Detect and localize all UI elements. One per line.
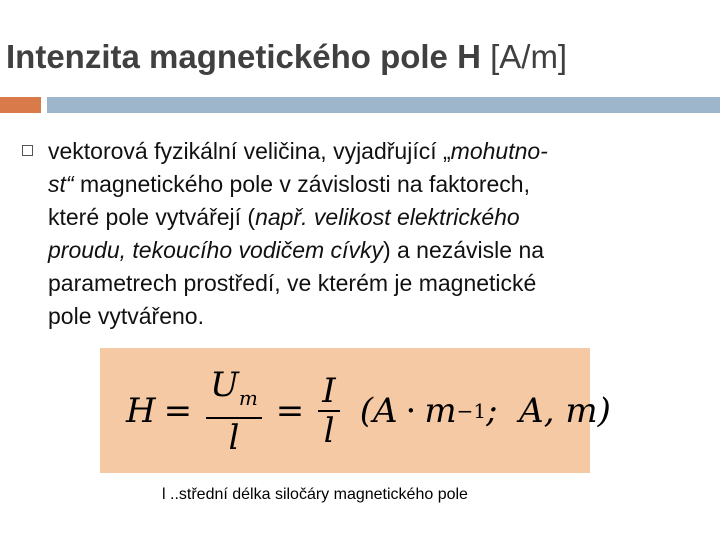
unit-m: m (424, 391, 457, 431)
text-line (48, 201, 688, 234)
text-span: ) a nezávisle na (382, 237, 545, 263)
unit-close: ; A, m) (486, 391, 611, 431)
text-line: pole vytvářeno. (48, 303, 204, 329)
slide-title (6, 38, 567, 76)
bullet-square-icon (22, 145, 33, 156)
text-span-italic: st“ (48, 171, 74, 197)
text-span: magnetického pole v závislosti na faktorech, (73, 171, 530, 197)
text-line (48, 135, 688, 168)
text-line (48, 168, 688, 201)
formula-equals: = (275, 391, 305, 431)
text-span-italic: např. velikost elektrického (255, 204, 520, 230)
text-span-italic: proudu, tekoucího vodičem cívky (48, 237, 383, 263)
divider-bar (47, 97, 720, 113)
bullet-text (48, 135, 688, 333)
unit-open: (A (359, 391, 398, 431)
text-span: které pole vytvářejí ( (48, 204, 256, 230)
fraction-numerator: I (318, 372, 339, 412)
formula-lhs: H (126, 391, 156, 431)
formula-equals: = (163, 391, 193, 431)
title-text: Intenzita magnetického pole H (6, 38, 481, 75)
accent-bar (0, 97, 41, 113)
fraction-denominator: l (323, 411, 335, 451)
subscript-m: m (238, 385, 258, 410)
fraction-i-over-l (318, 372, 339, 450)
title-unit: [A/m] (490, 38, 568, 75)
multiply-dot: · (405, 391, 417, 431)
text-line: parametrech prostředí, ve kterém je magnetické (48, 270, 537, 296)
formula (126, 366, 611, 456)
formula-caption: l ..střední délka siločáry magnetického pole (162, 486, 468, 503)
text-span-italic: mohutno- (450, 138, 548, 164)
fraction-um-over-l (206, 366, 262, 457)
text-line (48, 234, 688, 267)
text-span: vektorová fyzikální veličina, vyjadřující „ (48, 138, 451, 164)
fraction-numerator (206, 366, 262, 419)
unit-exponent: −1 (456, 399, 487, 423)
symbol-u: U (210, 364, 239, 405)
fraction-denominator: l (228, 417, 240, 458)
